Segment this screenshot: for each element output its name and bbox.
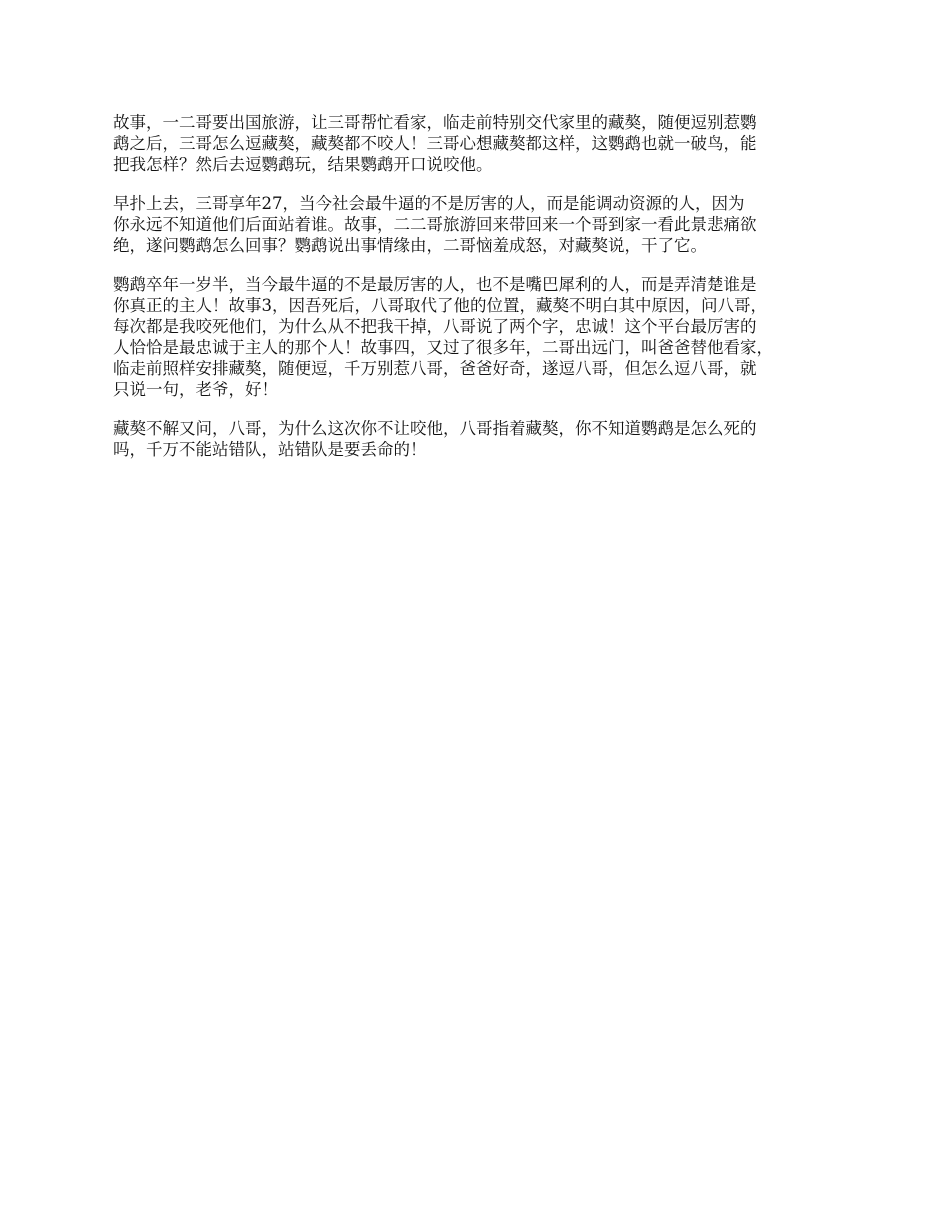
text-line: 早扑上去，三哥享年27，当今社会最牛逼的不是厉害的人，而是能调动资源的人，因为 — [113, 194, 745, 213]
text-line: 把我怎样？然后去逗鹦鹉玩，结果鹦鹉开口说咬他。 — [113, 155, 493, 174]
paragraph-1 — [113, 112, 843, 175]
paragraph-3 — [113, 274, 843, 400]
text-line: 每次都是我咬死他们，为什么从不把我干掉，八哥说了两个字，忠诚！这个平台最厉害的 — [113, 317, 757, 336]
paragraph-2 — [113, 193, 843, 256]
text-line: 藏獒不解又问，八哥，为什么这次你不让咬他，八哥指着藏獒，你不知道鹦鹉是怎么死的 — [113, 419, 757, 438]
text-line: 只说一句，老爷，好！ — [113, 380, 278, 399]
paragraph-4 — [113, 418, 843, 460]
text-line: 吗，千万不能站错队，站错队是要丢命的！ — [113, 440, 427, 459]
text-line: 鹉之后，三哥怎么逗藏獒，藏獒都不咬人！三哥心想藏獒都这样，这鹦鹉也就一破鸟，能 — [113, 134, 757, 153]
text-line: 临走前照样安排藏獒，随便逗，千万别惹八哥，爸爸好奇，遂逗八哥，但怎么逗八哥，就 — [113, 359, 757, 378]
text-line: 你真正的主人！故事3，因吾死后，八哥取代了他的位置，藏獒不明白其中原因，问八哥， — [113, 296, 767, 315]
text-line: 你永远不知道他们后面站着谁。故事，二二哥旅游回来带回来一个哥到家一看此景悲痛欲 — [113, 215, 757, 234]
text-line: 绝，遂问鹦鹉怎么回事？鹦鹉说出事情缘由，二哥恼羞成怒，对藏獒说，干了它。 — [113, 236, 707, 255]
text-line: 人恰恰是最忠诚于主人的那个人！故事四，又过了很多年，二哥出远门，叫爸爸替他看家， — [113, 338, 773, 357]
text-line: 鹦鹉卒年一岁半，当今最牛逼的不是最厉害的人，也不是嘴巴犀利的人，而是弄清楚谁是 — [113, 275, 757, 294]
document-body — [113, 112, 843, 478]
text-line: 故事，一二哥要出国旅游，让三哥帮忙看家，临走前特别交代家里的藏獒，随便逗别惹鹦 — [113, 113, 757, 132]
